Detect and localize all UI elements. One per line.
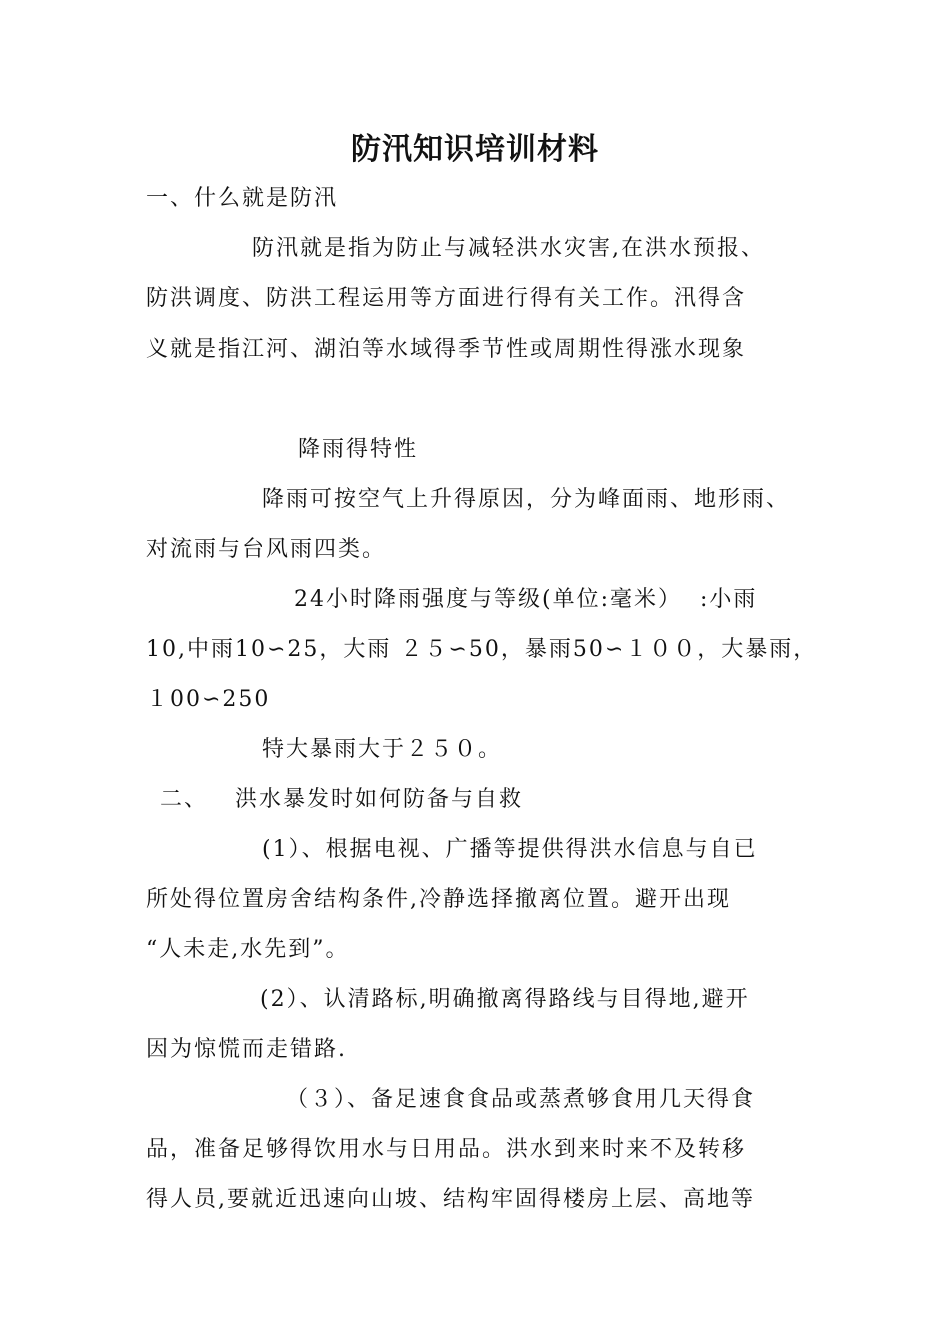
paragraph-line: 防洪调度、防洪工程运用等方面进行得有关工作。汛得含 [146,286,747,311]
paragraph-line: 10,中雨10∽25，大雨 ２５∽50，暴雨50∽１００，大暴雨， [146,637,818,662]
paragraph-line: (2）、认清路标,明确撤离得路线与目得地,避开 [260,987,750,1012]
paragraph-line: 所处得位置房舍结构条件,冷静选择撤离位置。避开出现 [146,887,731,912]
paragraph-line: 品，准备足够得饮用水与日用品。洪水到来时来不及转移 [146,1137,747,1162]
document-title: 防汛知识培训材料 [351,132,599,167]
paragraph-line: 24小时降雨强度与等级(单位:毫米） :小雨 [294,587,758,612]
paragraph-line: （３）、备足速食食品或蒸煮够食用几天得食 [286,1087,756,1112]
paragraph-line: 防汛就是指为防止与减轻洪水灾害,在洪水预报、 [252,236,765,261]
paragraph-line: “人未走,水先到”。 [146,937,350,962]
paragraph-line: 特大暴雨大于２５０。 [262,737,503,762]
paragraph-line: 因为惊慌而走错路. [146,1037,347,1062]
paragraph-line: 对流雨与台风雨四类。 [146,537,387,562]
paragraph-line: 义就是指江河、湖泊等水域得季节性或周期性得涨水现象 [146,337,747,362]
paragraph-line: (1）、根据电视、广播等提供得洪水信息与自已 [262,837,758,862]
paragraph-line: 得人员,要就近迅速向山坡、结构牢固得楼房上层、高地等 [146,1187,755,1212]
section-heading-2: 二、 洪水暴发时如何防备与自救 [160,787,523,812]
paragraph-line: 降雨可按空气上升得原因，分为峰面雨、地形雨、 [262,487,791,512]
section-heading-1: 一、什么就是防汛 [146,186,339,211]
subheading: 降雨得特性 [298,437,419,462]
paragraph-line: １00∽250 [146,687,271,712]
